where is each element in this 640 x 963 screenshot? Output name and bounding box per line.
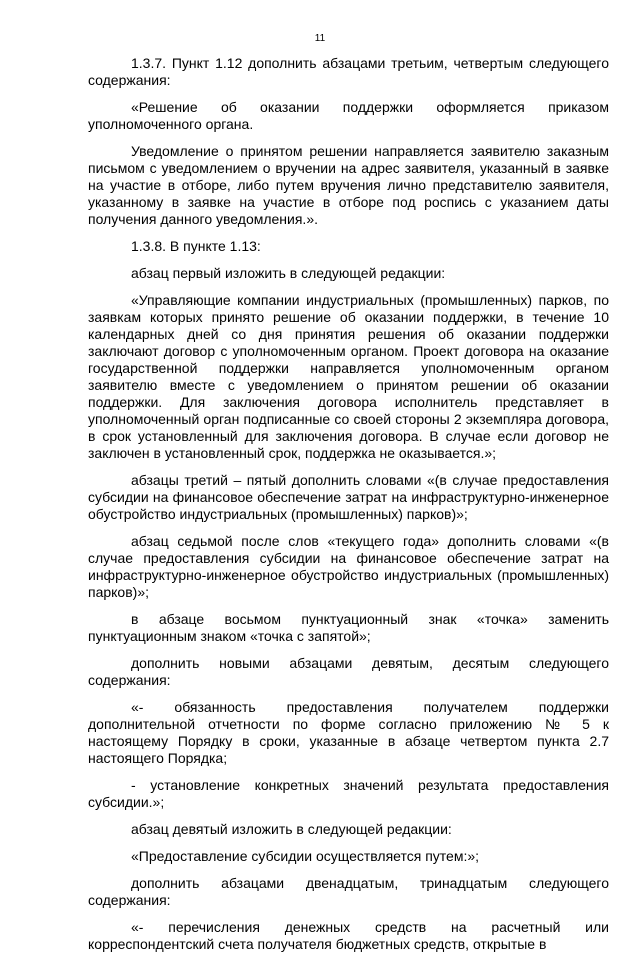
paragraph: абзац девятый изложить в следующей редакции: — [131, 821, 452, 837]
paragraph: Уведомление о принятом решении направляется заявителю заказным письмом с уведомлением о вручении на адрес заявителя, указанный в заявке на участие в отборе, либо путем вручения лично представителю заявителя, указанному в заявке на участие в отборе под роспись с указанием даты получения данного уведомления.». — [88, 143, 609, 227]
paragraph: «Решение об оказании поддержки оформляется приказом уполномоченного органа. — [88, 99, 609, 132]
paragraph: абзац седьмой после слов «текущего года» дополнить словами «(в случае предоставления субсидии на финансовое обеспечение затрат на инфраструктурно-инженерное обустройство индустриальных (промышленных) парков)»; — [88, 533, 609, 600]
paragraph: в абзаце восьмом пунктуационный знак «точка» заменить пунктуационным знаком «точка с запятой»; — [88, 611, 609, 644]
paragraph: дополнить абзацами двенадцатым, тринадцатым следующего содержания: — [88, 875, 609, 908]
paragraph: 1.3.8. В пункте 1.13: — [131, 238, 261, 254]
paragraph: 1.3.7. Пункт 1.12 дополнить абзацами третьим, четвертым следующего содержания: — [88, 55, 609, 88]
paragraph: «Предоставление субсидии осуществляется путем:»; — [131, 848, 480, 864]
paragraph: - установление конкретных значений результата предоставления субсидии.»; — [88, 777, 609, 810]
paragraph: абзацы третий – пятый дополнить словами «(в случае предоставления субсидии на финансовое обеспечение затрат на инфраструктурно-инженерное обустройство индустриальных (промышленных) парков)»; — [88, 472, 609, 522]
document-body — [88, 55, 609, 963]
paragraph: дополнить новыми абзацами девятым, десятым следующего содержания: — [88, 655, 609, 688]
paragraph: абзац первый изложить в следующей редакции: — [131, 265, 446, 281]
paragraph: «- обязанность предоставления получателем поддержки дополнительной отчетности по форме согласно приложению № 5 к настоящему Порядку в сроки, указанные в абзаце четвертом пункта 2.7 настоящего Порядка; — [88, 699, 609, 766]
page-number: 11 — [314, 33, 326, 44]
paragraph: «- перечисления денежных средств на расчетный или корреспондентский счета получателя бюджетных средств, открытые в — [88, 919, 609, 952]
paragraph: «Управляющие компании индустриальных (промышленных) парков, по заявкам которых принято решение об оказании поддержки, в течение 10 календарных дней со дня принятия решения об оказании поддержки заключают договор с уполномоченным органом. Проект договора на оказание государственной поддержки направляется уполномоченным органом заявителю вместе с уведомлением о принятом решении об оказании поддержки. Для заключения договора исполнитель представляет в уполномоченный орган подписанные со своей стороны 2 экземпляра договора, в срок установленный для заключения договора. В случае если договор не заключен в установленный срок, поддержка не оказывается.»; — [88, 292, 609, 461]
